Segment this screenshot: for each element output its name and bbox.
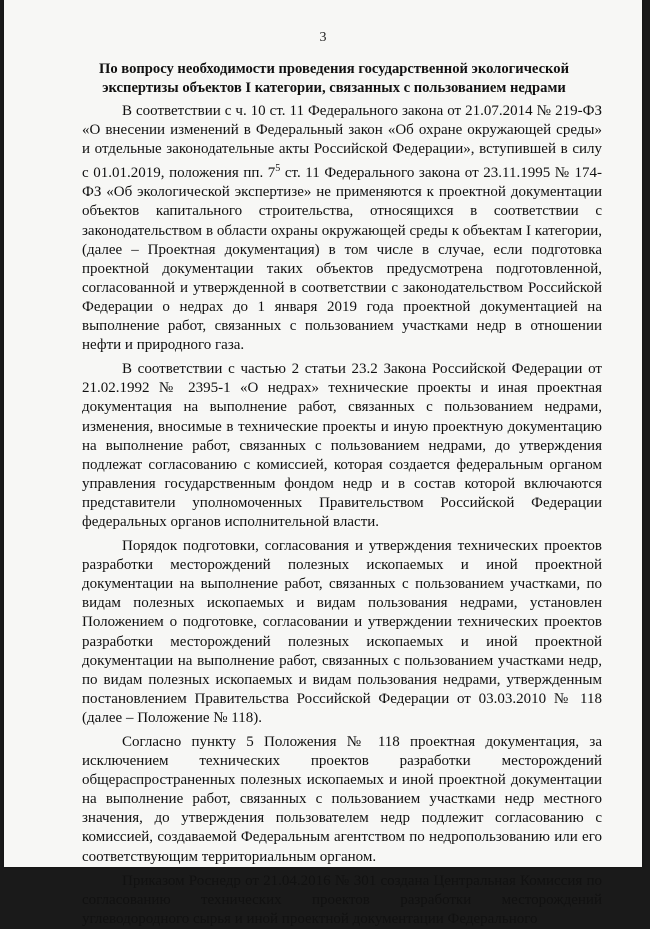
paragraph-1-text-b: ст. 11 Федерального закона от 23.11.1995 № 174-ФЗ «Об экологической экспертизе» не применяются к проектной документации объектов капитального строительства, относящихся в соответствии с законодательством в области охраны окружающей среды к объектам I категории, (далее – Проектная документация) в том числе в случае, если подготовка проектной документации таких объектов предусмотрена подготовленной, согласованной и утвержденной в соответствии с законодательством Российской Федерации о недрах до 1 января 2019 года проектной документацией на выполнение работ, связанных с пользованием участками недр в отношении нефти и природного газа. xyxy=(82,165,603,354)
document-body xyxy=(82,102,602,929)
page-number: 3 xyxy=(319,30,327,45)
paragraph-5: Приказом Роснедр от 21.04.2016 № 301 создана Центральная Комиссия по согласованию технических проектов разработки месторождений углеводородного сырья и иной проектной документации Федерального xyxy=(82,872,602,927)
document-heading xyxy=(74,60,594,98)
paragraph-3: Порядок подготовки, согласования и утверждения технических проектов разработки месторождений полезных ископаемых и иной проектной документации на выполнение работ, связанных с пользованием участками, по видам полезных ископаемых и видам пользования недрами, установлен Положением о подготовке, согласовании и утверждении технических проектов разработки месторождений полезных ископаемых и иной проектной документации на выполнение работ, связанных с пользованием участками недр, по видам полезных ископаемых и видам пользования недрами, утвержденным постановлением Правительства Российской Федерации от 03.03.2010 № 118 (далее – Положение № 118). xyxy=(82,538,602,726)
paragraph-2: В соответствии с частью 2 статьи 23.2 Закона Российской Федерации от 21.02.1992 № 2395-1 «О недрах» технические проекты и иная проектная документация на выполнение работ, связанных с пользованием недрами, изменения, вносимые в технические проекты и иную проектную документацию на выполнение работ, связанных с пользованием недрами, до утверждения подлежат согласованию с комиссией, которая создается федеральным органом управления государственным фондом недр и в состав которой включаются представители уполномоченных Правительством Российской Федерации федеральных органов исполнительной власти. xyxy=(82,361,602,530)
document-page xyxy=(4,0,642,927)
heading-line-1: По вопросу необходимости проведения государственной экологической xyxy=(99,61,569,77)
heading-line-2: экспертизы объектов I категории, связанных с пользованием недрами xyxy=(102,80,566,96)
paragraph-1-text-a: В соответствии с ч. 10 ст. 11 Федерального закона от 21.07.2014 № 219-ФЗ «О внесении изменений в Федеральный закон «Об охране окружающей среды» и отдельные законодательные акты Российской Федерации», вступившей в силу с 01.01.2019, положения пп. 7 xyxy=(82,103,602,182)
superscript-index: 5 xyxy=(275,163,281,175)
paragraph-1 xyxy=(82,102,602,355)
paragraph-4: Согласно пункту 5 Положения № 118 проектная документация, за исключением технических проектов разработки месторождений общераспространенных полезных ископаемых и иной проектной документации на выполнение работ, связанных с пользованием участками недр местного значения, до утверждения пользователем недр подлежит согласованию с комиссией, создаваемой Федеральным агентством по недропользованию или его соответствующим территориальным органом. xyxy=(82,734,602,865)
